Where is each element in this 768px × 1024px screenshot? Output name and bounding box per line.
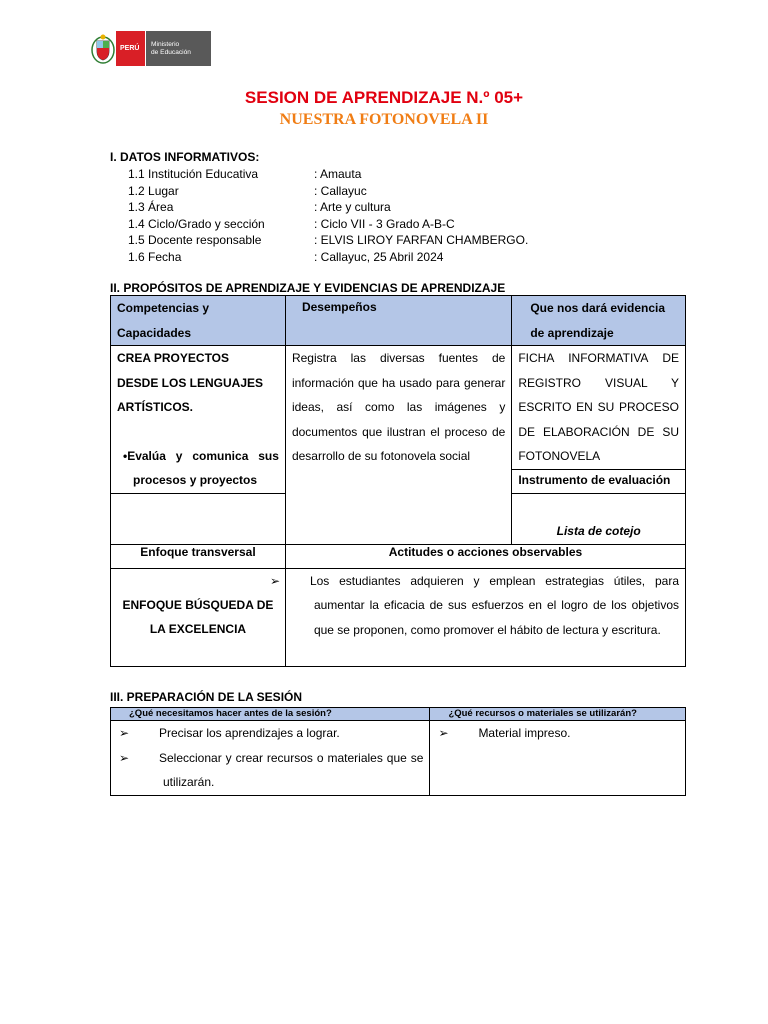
capacidad-text: •Evalúa y comunica sus procesos y proyectos	[123, 448, 279, 487]
info-row: 1.2 Lugar : Callayuc	[128, 183, 367, 198]
dot-bullet-icon: •	[123, 448, 128, 463]
instrument-value: Lista de cotejo	[512, 493, 686, 544]
before-cell	[111, 721, 430, 796]
competencia-text: CREA PROYECTOS DESDE LOS LENGUAJES ARTÍSTICOS.	[117, 351, 264, 414]
before-list	[119, 721, 424, 795]
arrow-bullet-icon: ➢	[119, 726, 130, 740]
preparation-table	[110, 707, 686, 796]
evidence-header: Que nos dará evidencia de aprendizaje	[512, 296, 686, 346]
logo-country: PERÚ	[116, 31, 145, 66]
desempeno-cell: Registra las diversas fuentes de información que ha usado para generar ideas, así como las imágenes y documentos que ilustran el proceso de desarrollo de su fotonovela social	[285, 346, 511, 545]
section-3-heading: III. PREPARACIÓN DE LA SESIÓN	[110, 690, 303, 704]
actitud-cell	[269, 568, 685, 666]
ministry-logo	[90, 31, 211, 66]
list-item: ➢ Material impreso.	[460, 721, 679, 746]
actitud-list	[269, 569, 679, 643]
instrument-header: Instrumento de evaluación	[512, 469, 686, 493]
informative-data	[128, 166, 528, 265]
purposes-table	[110, 295, 686, 667]
info-row: 1.3 Área : Arte y cultura	[128, 200, 391, 214]
section-2-heading: II. PROPÓSITOS DE APRENDIZAJE Y EVIDENCIAS DE APRENDIZAJE	[110, 281, 506, 295]
list-item: ➢ Precisar los aprendizajes a lograr.	[141, 721, 423, 746]
materials-list	[438, 721, 679, 746]
actitudes-header: Actitudes o acciones observables	[285, 544, 685, 568]
section-1-heading: I. DATOS INFORMATIVOS:	[110, 150, 260, 164]
arrow-bullet-icon: ➢	[269, 573, 280, 588]
info-row: 1.6 Fecha : Callayuc, 25 Abril 2024	[128, 249, 444, 264]
session-subtitle: NUESTRA FOTONOVELA II	[279, 111, 489, 128]
logo-ministry: Ministerio de Educación	[145, 31, 211, 66]
before-header: ¿Qué necesitamos hacer antes de la sesión?	[111, 708, 430, 721]
peru-coat-of-arms-icon	[90, 31, 116, 66]
info-row: 1.1 Institución Educativa : Amauta	[128, 167, 362, 181]
arrow-bullet-icon: ➢	[438, 726, 449, 740]
list-item: ➢ Seleccionar y crear recursos o materiales que se utilizarán.	[141, 746, 423, 795]
list-item: ➢ Los estudiantes adquieren y emplean estrategias útiles, para aumentar la eficacia de sus esfuerzos en el logro de los objetivos que se proponen, como promover el hábito de lectura y escritura.	[292, 569, 679, 643]
evidence-cell: FICHA INFORMATIVA DE REGISTRO VISUAL Y ESCRITO EN SU PROCESO DE ELABORACIÓN DE SU FOTONOVELA	[512, 346, 686, 470]
competencias-header: Competencias y Capacidades	[111, 296, 286, 346]
materials-header: ¿Qué recursos o materiales se utilizarán?	[430, 708, 686, 721]
competencia-cell	[111, 346, 286, 494]
desempenos-header: Desempeños	[285, 296, 511, 346]
materials-cell	[430, 721, 686, 796]
enfoque-header: Enfoque transversal	[111, 544, 286, 568]
session-title: SESION DE APRENDIZAJE N.º 05+	[244, 88, 524, 107]
info-row: 1.4 Ciclo/Grado y sección : Ciclo VII - 3 Grado A-B-C	[128, 216, 455, 231]
competencia-cell-empty	[111, 493, 286, 544]
info-row: 1.5 Docente responsable : ELVIS LIROY FARFAN CHAMBERGO.	[128, 233, 529, 247]
arrow-bullet-icon: ➢	[119, 750, 130, 765]
enfoque-value: ENFOQUE BÚSQUEDA DE LA EXCELENCIA	[111, 568, 286, 666]
